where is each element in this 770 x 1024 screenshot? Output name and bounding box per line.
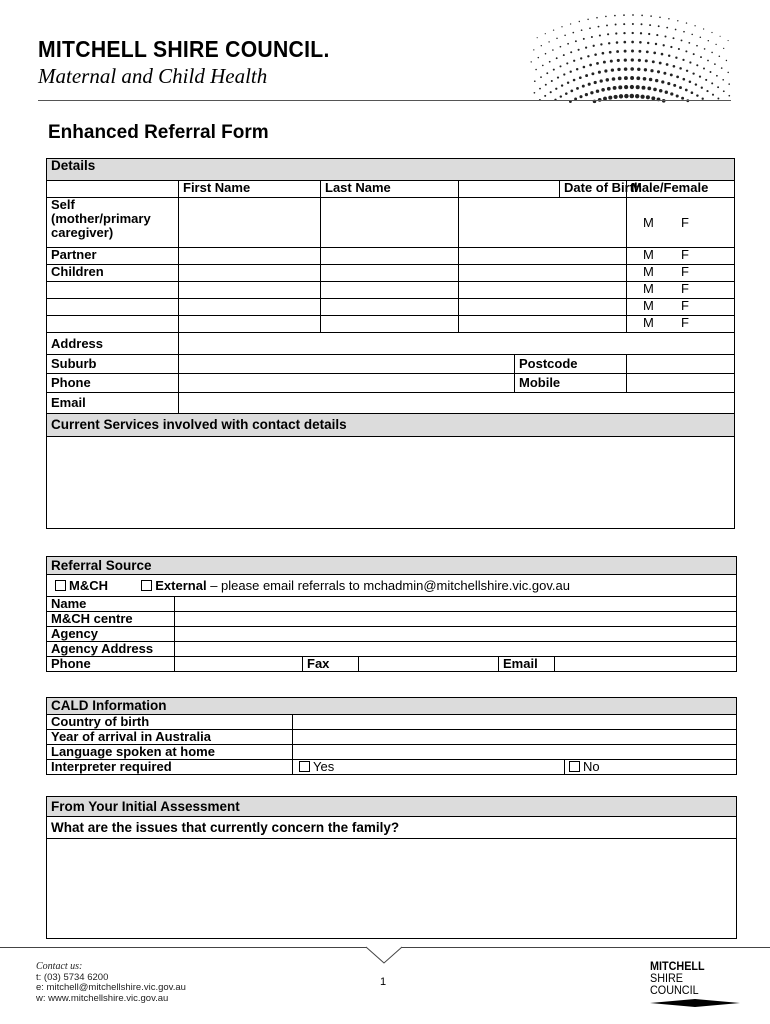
cald-heading: CALD Information — [47, 698, 737, 715]
agency-field[interactable] — [175, 627, 737, 642]
interpreter-label: Interpreter required — [47, 760, 293, 775]
referral-heading: Referral Source — [47, 557, 737, 575]
col-dob: Date of Birth — [560, 181, 627, 198]
department-name: Maternal and Child Health — [38, 64, 268, 88]
email-field[interactable] — [179, 393, 735, 414]
referrer-name-label: Name — [47, 597, 175, 612]
child-3-dob-field[interactable] — [459, 299, 627, 316]
child-3-first-name-field[interactable] — [179, 299, 321, 316]
self-gender-field[interactable]: M F — [627, 198, 735, 248]
external-note: – please email referrals to mchadmin@mitchellshire.vic.gov.au — [210, 577, 570, 593]
language-field[interactable] — [293, 745, 737, 760]
children-label: Children — [47, 265, 179, 282]
child-4-dob-field[interactable] — [459, 316, 627, 333]
referrer-email-label: Email — [499, 657, 555, 672]
self-last-name-field[interactable] — [321, 198, 459, 248]
referrer-name-field[interactable] — [175, 597, 737, 612]
fax-label: Fax — [303, 657, 359, 672]
arrival-field[interactable] — [293, 730, 737, 745]
mch-centre-field[interactable] — [175, 612, 737, 627]
fax-field[interactable] — [359, 657, 499, 672]
child-4-last-name-field[interactable] — [321, 316, 459, 333]
dot-pattern-logo — [528, 6, 733, 104]
checkbox-icon — [569, 761, 580, 772]
partner-label: Partner — [47, 248, 179, 265]
interpreter-no-option[interactable]: No — [565, 760, 737, 775]
contact-title: Contact us: — [36, 961, 83, 972]
assessment-answer-field[interactable] — [47, 839, 737, 939]
country-field[interactable] — [293, 715, 737, 730]
child-4-gender-field[interactable]: M F — [627, 316, 735, 333]
email-label: Email — [47, 393, 179, 414]
partner-dob-field[interactable] — [459, 248, 627, 265]
cald-table — [46, 697, 737, 775]
contact-phone: t: (03) 5734 6200 — [36, 971, 109, 983]
checkbox-icon — [55, 580, 66, 591]
page-number: 1 — [380, 976, 387, 988]
interpreter-yes-option[interactable]: Yes — [293, 760, 565, 775]
child-2-gender-field[interactable]: M F — [627, 282, 735, 299]
child-2-first-name-field[interactable] — [179, 282, 321, 299]
phone-field[interactable] — [179, 374, 515, 393]
col-last-name: Last Name — [321, 181, 459, 198]
mobile-field[interactable] — [627, 374, 735, 393]
referrer-phone-label: Phone — [47, 657, 175, 672]
chevron-down-icon — [366, 946, 402, 964]
child-1-gender-field[interactable]: M F — [627, 265, 735, 282]
services-field[interactable] — [47, 437, 735, 529]
assessment-heading: From Your Initial Assessment — [47, 797, 737, 817]
referrer-email-field[interactable] — [555, 657, 737, 672]
contact-block — [36, 962, 186, 1004]
child-1-last-name-field[interactable] — [321, 265, 459, 282]
logo-mark-icon — [650, 998, 740, 1008]
language-label: Language spoken at home — [47, 745, 293, 760]
external-checkbox[interactable]: External — [141, 578, 206, 593]
self-label: Self (mother/primary caregiver) — [47, 198, 179, 248]
logo-line2: SHIRE COUNCIL — [650, 971, 699, 997]
agency-address-label: Agency Address — [47, 642, 175, 657]
checkbox-icon — [141, 580, 152, 591]
partner-first-name-field[interactable] — [179, 248, 321, 265]
agency-address-field[interactable] — [175, 642, 737, 657]
details-heading: Details — [47, 159, 735, 181]
contact-website: w: www.mitchellshire.vic.gov.au — [36, 992, 169, 1004]
suburb-label: Suburb — [47, 355, 179, 374]
partner-gender-field[interactable]: M F — [627, 248, 735, 265]
logo-line1: MITCHELL — [650, 959, 705, 973]
referrer-phone-field[interactable] — [175, 657, 303, 672]
country-label: Country of birth — [47, 715, 293, 730]
postcode-field[interactable] — [627, 355, 735, 374]
header-rule — [38, 100, 731, 101]
child-3-gender-field[interactable]: M F — [627, 299, 735, 316]
mch-checkbox[interactable]: M&CH — [55, 578, 108, 593]
child-1-dob-field[interactable] — [459, 265, 627, 282]
assessment-question: What are the issues that currently concern the family? — [47, 817, 737, 839]
mch-centre-label: M&CH centre — [47, 612, 175, 627]
child-4-first-name-field[interactable] — [179, 316, 321, 333]
arrival-label: Year of arrival in Australia — [47, 730, 293, 745]
phone-label: Phone — [47, 374, 179, 393]
address-field[interactable] — [179, 333, 735, 355]
council-name: MITCHELL SHIRE COUNCIL. — [38, 36, 330, 62]
form-title: Enhanced Referral Form — [48, 122, 269, 143]
suburb-field[interactable] — [179, 355, 515, 374]
col-first-name: First Name — [179, 181, 321, 198]
services-heading: Current Services involved with contact details — [47, 414, 735, 437]
partner-last-name-field[interactable] — [321, 248, 459, 265]
col-gender: Male/Female — [627, 181, 735, 198]
checkbox-icon — [299, 761, 310, 772]
child-2-last-name-field[interactable] — [321, 282, 459, 299]
self-first-name-field[interactable] — [179, 198, 321, 248]
self-dob-field[interactable] — [459, 198, 627, 248]
child-2-dob-field[interactable] — [459, 282, 627, 299]
details-table — [46, 158, 735, 529]
assessment-table — [46, 796, 737, 939]
council-logo — [650, 960, 740, 1008]
referral-source-options — [47, 575, 737, 597]
child-3-last-name-field[interactable] — [321, 299, 459, 316]
referral-table — [46, 556, 737, 672]
agency-label: Agency — [47, 627, 175, 642]
contact-email: e: mitchell@mitchellshire.vic.gov.au — [36, 982, 186, 993]
address-label: Address — [47, 333, 179, 355]
child-1-first-name-field[interactable] — [179, 265, 321, 282]
postcode-label: Postcode — [515, 355, 627, 374]
mobile-label: Mobile — [515, 374, 627, 393]
